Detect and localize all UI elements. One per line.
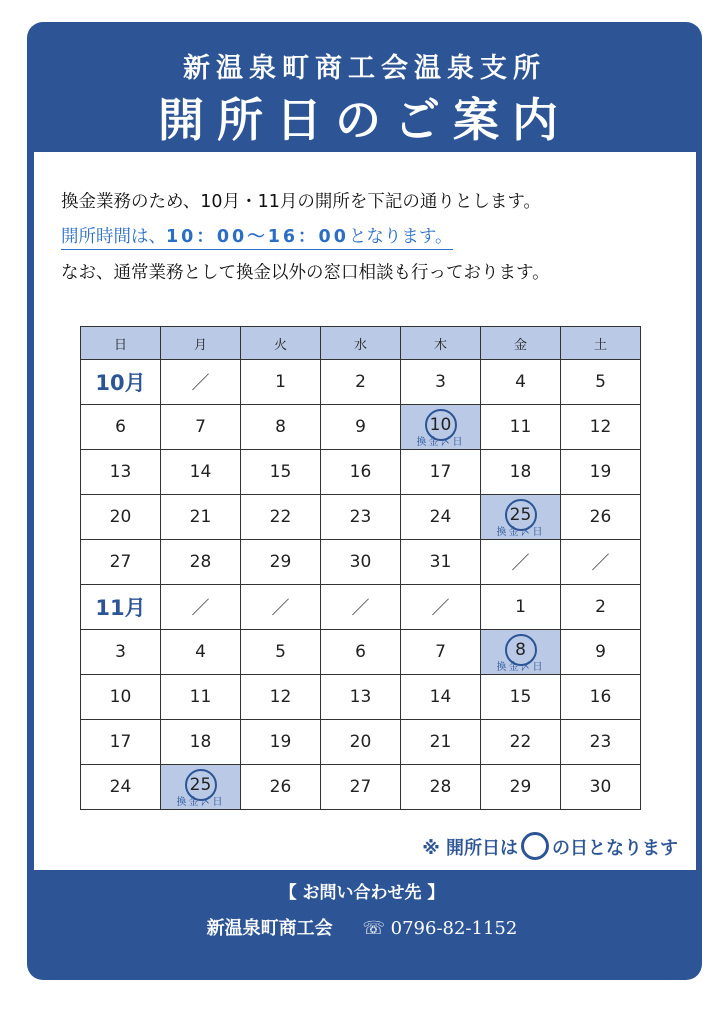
day-number: 31 [429, 552, 452, 572]
weekday-header: 木 [401, 327, 481, 360]
day-number: 15 [509, 687, 532, 707]
day-cell [321, 630, 401, 675]
day-cell [561, 450, 641, 495]
day-cell [481, 585, 561, 630]
day-number: 30 [349, 552, 372, 572]
day-cell [561, 495, 641, 540]
empty-day-mark: ／ [191, 598, 210, 619]
day-cell [481, 360, 561, 405]
day-number: 19 [589, 462, 612, 482]
day-number: 18 [189, 732, 212, 752]
intro-line-1: 換金業務のため、10月・11月の開所を下記の通りとします。 [61, 192, 541, 212]
day-number: 8 [515, 640, 526, 660]
legend-suffix: の日となります [552, 838, 678, 859]
day-number: 29 [509, 777, 532, 797]
weekday-header: 火 [241, 327, 321, 360]
open-day-cell [481, 630, 561, 675]
day-number: 4 [515, 372, 526, 392]
month-label-text: 10月 [95, 371, 146, 395]
day-cell [81, 495, 161, 540]
day-number: 24 [429, 507, 452, 527]
day-number: 4 [195, 642, 206, 662]
day-cell [321, 540, 401, 585]
day-cell [401, 540, 481, 585]
calendar-week-row [81, 765, 641, 810]
day-number: 11 [189, 687, 212, 707]
day-cell [161, 720, 241, 765]
day-number: 27 [349, 777, 372, 797]
day-cell [241, 360, 321, 405]
day-number: 23 [349, 507, 372, 527]
empty-day-cell [401, 585, 481, 630]
day-number: 13 [109, 462, 132, 482]
day-cell [161, 630, 241, 675]
empty-day-mark: ／ [591, 553, 610, 574]
contact-heading: 【 お問い合わせ先 】 [279, 883, 445, 903]
day-cell [321, 495, 401, 540]
weekday-header: 日 [81, 327, 161, 360]
day-number: 1 [275, 372, 286, 392]
day-number: 1 [515, 597, 526, 617]
day-cell [161, 675, 241, 720]
empty-day-cell [241, 585, 321, 630]
calendar-week-row [81, 495, 641, 540]
day-cell [241, 720, 321, 765]
day-cell [401, 495, 481, 540]
day-number: 20 [109, 507, 132, 527]
day-number: 17 [429, 462, 452, 482]
opening-hours: 10：00～16：00 [166, 227, 349, 247]
open-day-cell [161, 765, 241, 810]
calendar-week-row [81, 450, 641, 495]
weekday-header-row [81, 327, 641, 360]
day-number: 30 [589, 777, 612, 797]
day-number: 16 [589, 687, 612, 707]
organization-name: 新温泉町商工会 [206, 918, 333, 939]
day-cell [481, 720, 561, 765]
day-number: 14 [429, 687, 452, 707]
empty-day-cell [161, 585, 241, 630]
open-day-cell [401, 405, 481, 450]
exchange-deadline-label: 換金〆日 [416, 437, 465, 448]
day-number: 6 [355, 642, 366, 662]
day-number: 12 [269, 687, 292, 707]
day-cell [401, 450, 481, 495]
day-cell [161, 405, 241, 450]
day-number: 20 [349, 732, 372, 752]
open-day-cell [481, 495, 561, 540]
page-title: 開所日のご案内 [158, 93, 571, 147]
day-number: 9 [595, 642, 606, 662]
exchange-deadline-label: 換金〆日 [176, 797, 225, 808]
day-number: 11 [509, 417, 532, 437]
telephone-icon: ☏ [362, 918, 385, 939]
hours-prefix: 開所時間は、 [61, 227, 166, 247]
day-cell [81, 765, 161, 810]
day-number: 2 [595, 597, 606, 617]
day-cell [561, 675, 641, 720]
day-number: 16 [349, 462, 372, 482]
circle-mark-icon [521, 832, 549, 860]
day-cell [401, 765, 481, 810]
day-cell [241, 765, 321, 810]
calendar-week-row [81, 540, 641, 585]
day-cell [241, 630, 321, 675]
day-number: 10 [429, 415, 452, 435]
empty-day-mark: ／ [351, 598, 370, 619]
day-number: 26 [269, 777, 292, 797]
day-number: 15 [269, 462, 292, 482]
day-cell [81, 540, 161, 585]
day-cell [241, 675, 321, 720]
day-cell [321, 765, 401, 810]
day-number: 27 [109, 552, 132, 572]
calendar-week-row [81, 720, 641, 765]
day-cell [81, 675, 161, 720]
day-cell [321, 675, 401, 720]
intro-line-3: なお、通常業務として換金以外の窓口相談も行っております。 [61, 263, 550, 283]
empty-day-cell [481, 540, 561, 585]
day-number: 7 [435, 642, 446, 662]
day-number: 25 [509, 505, 532, 525]
day-number: 17 [109, 732, 132, 752]
day-number: 22 [269, 507, 292, 527]
exchange-deadline-label: 換金〆日 [496, 662, 545, 673]
calendar-week-row [81, 630, 641, 675]
day-cell [561, 765, 641, 810]
day-cell [401, 360, 481, 405]
day-number: 5 [595, 372, 606, 392]
day-number: 3 [115, 642, 126, 662]
empty-day-cell [561, 540, 641, 585]
weekday-header: 水 [321, 327, 401, 360]
empty-day-mark: ／ [511, 553, 530, 574]
day-cell [401, 630, 481, 675]
day-number: 19 [269, 732, 292, 752]
day-cell [241, 405, 321, 450]
day-cell [81, 720, 161, 765]
day-number: 8 [275, 417, 286, 437]
day-cell [241, 495, 321, 540]
day-number: 2 [355, 372, 366, 392]
office-name: 新温泉町商工会温泉支所 [183, 53, 546, 84]
empty-day-mark: ／ [431, 598, 450, 619]
day-cell [481, 405, 561, 450]
day-cell [561, 630, 641, 675]
day-number: 13 [349, 687, 372, 707]
day-cell [81, 450, 161, 495]
day-number: 29 [269, 552, 292, 572]
day-number: 24 [109, 777, 132, 797]
day-number: 25 [189, 775, 212, 795]
day-number: 28 [189, 552, 212, 572]
exchange-deadline-label: 換金〆日 [496, 527, 545, 538]
content-panel [34, 152, 696, 870]
day-cell [561, 585, 641, 630]
day-cell [561, 360, 641, 405]
calendar-table [80, 326, 641, 810]
day-cell [81, 630, 161, 675]
day-cell [401, 675, 481, 720]
day-cell [161, 540, 241, 585]
day-number: 28 [429, 777, 452, 797]
empty-day-mark: ／ [271, 598, 290, 619]
day-cell [561, 405, 641, 450]
day-cell [481, 450, 561, 495]
day-number: 9 [355, 417, 366, 437]
day-cell [241, 540, 321, 585]
month-label-text: 11月 [95, 596, 146, 620]
day-number: 18 [509, 462, 532, 482]
empty-day-cell [321, 585, 401, 630]
day-number: 21 [189, 507, 212, 527]
day-cell [81, 405, 161, 450]
day-cell [241, 450, 321, 495]
day-number: 22 [509, 732, 532, 752]
empty-day-mark: ／ [191, 373, 210, 394]
month-label [81, 360, 161, 405]
calendar-week-row [81, 585, 641, 630]
legend-note [422, 832, 678, 860]
day-number: 7 [195, 417, 206, 437]
empty-day-cell [161, 360, 241, 405]
day-cell [401, 720, 481, 765]
day-number: 3 [435, 372, 446, 392]
day-number: 6 [115, 417, 126, 437]
day-cell [321, 720, 401, 765]
opening-hours-line [61, 223, 453, 250]
day-cell [321, 405, 401, 450]
contact-info [0, 914, 724, 940]
day-cell [321, 450, 401, 495]
day-cell [161, 495, 241, 540]
day-cell [321, 360, 401, 405]
weekday-header: 月 [161, 327, 241, 360]
month-label [81, 585, 161, 630]
day-number: 5 [275, 642, 286, 662]
day-number: 12 [589, 417, 612, 437]
day-cell [481, 765, 561, 810]
calendar-week-row [81, 405, 641, 450]
day-number: 21 [429, 732, 452, 752]
calendar-week-row [81, 360, 641, 405]
day-cell [161, 450, 241, 495]
day-number: 10 [109, 687, 132, 707]
day-number: 14 [189, 462, 212, 482]
day-cell [481, 675, 561, 720]
day-number: 23 [589, 732, 612, 752]
phone-number[interactable]: 0796-82-1152 [390, 918, 518, 939]
day-cell [561, 720, 641, 765]
weekday-header: 金 [481, 327, 561, 360]
legend-prefix: ※ 開所日は [422, 838, 518, 859]
calendar-week-row [81, 675, 641, 720]
day-number: 26 [589, 507, 612, 527]
weekday-header: 土 [561, 327, 641, 360]
hours-suffix: となります。 [348, 227, 453, 247]
